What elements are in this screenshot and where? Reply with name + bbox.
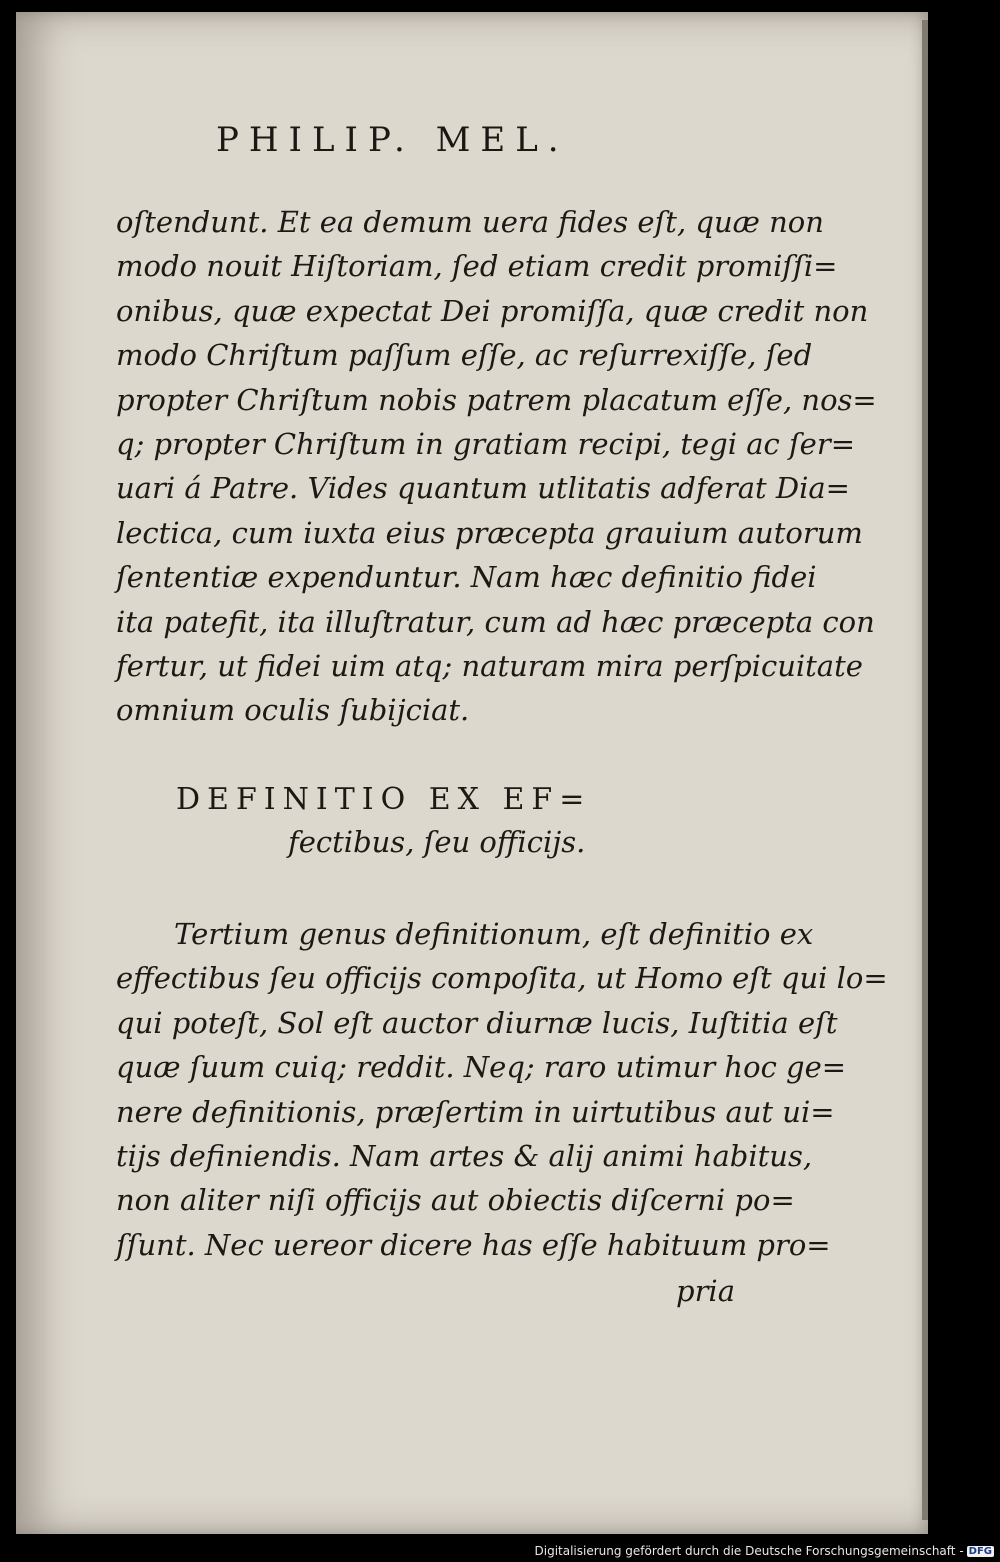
text-line: lectica, cum iuxta eius præcepta grauium autorum [116,515,863,550]
dfg-logo: DFG [968,1545,992,1557]
text-line: Tertium genus definitionum, eſt definitio ex [174,917,814,951]
text-line: omnium oculis ſubijciat. [116,693,470,728]
section-heading [176,782,736,859]
catchword: pria [676,1274,735,1308]
text-line: ita patefit, ita illuſtratur, cum ad hæc præcepta con [116,604,875,639]
running-head: PHILIP. MEL. [216,120,569,160]
footer-credit [535,1544,995,1558]
text-line: modo nouit Hiſtoriam, ſed etiam credit promiſſi= [116,249,838,284]
text-line: ſententiæ expenduntur. Nam hæc definitio fidei [116,560,817,595]
text-line: onibus, quæ expectat Dei promiſſa, quæ credit non [116,293,869,328]
text-line: q; propter Chriſtum in gratiam recipi, tegi ac ſer= [116,427,856,462]
text-line: uari á Patre. Vides quantum utlitatis adferat Dia= [116,471,850,506]
text-line: modo Chriſtum paſſum eſſe, ac reſurrexiſſe, ſed [116,338,813,373]
text-line: tijs definiendis. Nam artes & alij animi habitus, [116,1139,813,1174]
text-line: oſtendunt. Et ea demum uera fides eſt, quæ non [116,205,824,239]
text-line: propter Chriſtum nobis patrem placatum eſſe, nos= [116,382,877,417]
footer-text: Digitalisierung gefördert durch die Deutsche Forschungsgemeinschaft - [534,1544,964,1558]
text-line: quæ ſuum cuiq; reddit. Neq; raro utimur hoc ge= [116,1050,847,1085]
page-edge [922,20,928,1520]
text-line: fertur, ut fidei uim atq; naturam mira perſpicuitate [116,649,863,684]
text-line: nere definitionis, præſertim in uirtutibus aut ui= [116,1094,835,1129]
section-heading-line-1: DEFINITIO EX EF= [176,782,592,817]
text-line: non aliter niſi officijs aut obiectis diſcerni po= [116,1183,795,1218]
text-line: qui poteſt, Sol eſt auctor diurnæ lucis, Iuſtitia eſt [116,1005,838,1040]
text-line: ſſunt. Nec uereor dicere has eſſe habituum pro= [116,1227,831,1262]
text-line: effectibus ſeu officijs compoſita, ut Homo eſt qui lo= [116,961,888,996]
section-heading-line-2: fectibus, ſeu officijs. [288,825,586,859]
paragraph-1 [116,200,877,733]
paragraph-2 [116,912,888,1267]
book-page [16,12,928,1534]
